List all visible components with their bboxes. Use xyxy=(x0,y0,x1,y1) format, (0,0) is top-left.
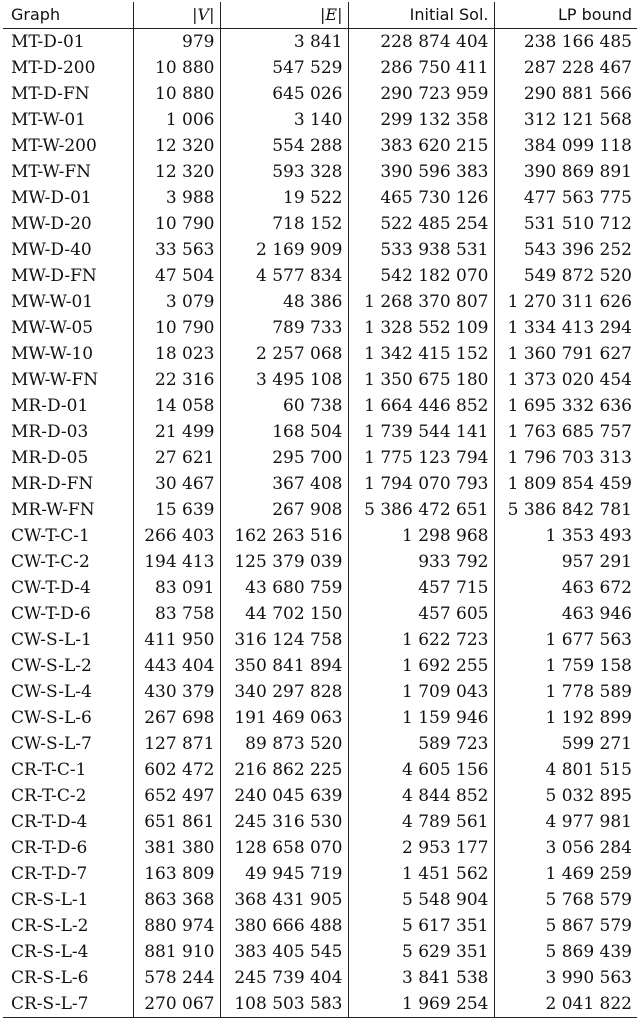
table-row xyxy=(3,757,637,783)
graph-name-cell: CR-S-L-6 xyxy=(3,965,133,991)
initial-solution-cell: 522 485 254 xyxy=(348,211,494,237)
table-row xyxy=(3,835,637,861)
edge-count-cell: 49 945 719 xyxy=(220,861,348,887)
lp-bound-cell: 543 396 252 xyxy=(523,240,632,260)
table-row xyxy=(3,679,637,705)
table-row xyxy=(3,939,637,965)
vertex-count-cell: 15 639 xyxy=(133,497,220,523)
initial-solution-cell: 4 789 561 xyxy=(348,809,494,835)
graph-name-cell: MR-D-05 xyxy=(3,445,133,471)
table-row xyxy=(3,211,637,237)
graph-name-cell: CW-S-L-4 xyxy=(3,679,133,705)
vertex-count-cell: 3 988 xyxy=(133,185,220,211)
table-row xyxy=(3,809,637,835)
initial-solution-cell: 1 709 043 xyxy=(348,679,494,705)
table-body xyxy=(3,29,637,1018)
lp-bound-cell: 1 373 020 454 xyxy=(507,370,632,390)
lp-bound-cell: 3 056 284 xyxy=(545,838,632,858)
table-row xyxy=(3,471,637,497)
vertex-count-cell: 163 809 xyxy=(133,861,220,887)
table-row xyxy=(3,159,637,185)
initial-solution-cell: 4 605 156 xyxy=(348,757,494,783)
header-initial-solution: Initial Sol. xyxy=(348,2,494,29)
table-row xyxy=(3,107,637,133)
table-row xyxy=(3,965,637,991)
initial-solution-cell: 457 605 xyxy=(348,601,494,627)
vertex-count-cell: 578 244 xyxy=(133,965,220,991)
table-row xyxy=(3,55,637,81)
initial-solution-cell: 1 268 370 807 xyxy=(348,289,494,315)
edge-count-cell: 245 316 530 xyxy=(220,809,348,835)
vertex-count-cell: 21 499 xyxy=(133,419,220,445)
lp-bound-cell: 3 990 563 xyxy=(545,968,632,988)
initial-solution-cell: 589 723 xyxy=(348,731,494,757)
edge-count-cell: 3 140 xyxy=(220,107,348,133)
graph-name-cell: MT-D-01 xyxy=(3,29,133,56)
lp-bound-cell: 463 672 xyxy=(561,578,632,598)
initial-solution-cell: 299 132 358 xyxy=(348,107,494,133)
lp-bound-cell: 957 291 xyxy=(561,552,632,572)
table-row xyxy=(3,445,637,471)
table-header xyxy=(3,2,637,29)
lp-bound-cell: 1 677 563 xyxy=(545,630,632,650)
graph-name-cell: CR-T-C-2 xyxy=(3,783,133,809)
table-row xyxy=(3,185,637,211)
header-edge-count: |E| xyxy=(220,2,348,29)
lp-bound-cell: 1 334 413 294 xyxy=(507,318,632,338)
edge-count-cell: 295 700 xyxy=(220,445,348,471)
lp-bound-cell: 1 778 589 xyxy=(545,682,632,702)
initial-solution-cell: 390 596 383 xyxy=(348,159,494,185)
lp-bound-cell: 1 759 158 xyxy=(545,656,632,676)
lp-bound-cell: 463 946 xyxy=(561,604,632,624)
table-row xyxy=(3,627,637,653)
lp-bound-cell: 599 271 xyxy=(561,734,632,754)
initial-solution-cell: 1 739 544 141 xyxy=(348,419,494,445)
graph-name-cell: CW-S-L-7 xyxy=(3,731,133,757)
lp-bound-cell: 290 881 566 xyxy=(523,84,632,104)
edge-count-cell: 60 738 xyxy=(220,393,348,419)
lp-bound-cell: 531 510 712 xyxy=(523,214,632,234)
edge-count-cell: 718 152 xyxy=(220,211,348,237)
graph-name-cell: MT-W-FN xyxy=(3,159,133,185)
table-row xyxy=(3,341,637,367)
table-row xyxy=(3,549,637,575)
initial-solution-cell: 290 723 959 xyxy=(348,81,494,107)
vertex-count-cell: 411 950 xyxy=(133,627,220,653)
graph-name-cell: CW-S-L-2 xyxy=(3,653,133,679)
lp-bound-cell: 1 353 493 xyxy=(545,526,632,546)
table-row xyxy=(3,783,637,809)
graph-name-cell: MW-D-FN xyxy=(3,263,133,289)
initial-solution-cell: 542 182 070 xyxy=(348,263,494,289)
vertex-count-cell: 267 698 xyxy=(133,705,220,731)
initial-solution-cell: 5 386 472 651 xyxy=(348,497,494,523)
edge-count-cell: 191 469 063 xyxy=(220,705,348,731)
table-row xyxy=(3,653,637,679)
initial-solution-cell: 5 548 904 xyxy=(348,887,494,913)
vertex-count-cell: 880 974 xyxy=(133,913,220,939)
vertex-count-cell: 10 880 xyxy=(133,55,220,81)
vertex-count-cell: 266 403 xyxy=(133,523,220,549)
table-row xyxy=(3,29,637,56)
initial-solution-cell: 383 620 215 xyxy=(348,133,494,159)
table-row xyxy=(3,731,637,757)
header-vertex-count: |V| xyxy=(133,2,220,29)
lp-bound-cell: 1 270 311 626 xyxy=(507,292,632,312)
edge-count-cell: 3 495 108 xyxy=(220,367,348,393)
vertex-count-cell: 12 320 xyxy=(133,133,220,159)
edge-count-cell: 108 503 583 xyxy=(220,991,348,1018)
vertex-count-cell: 47 504 xyxy=(133,263,220,289)
initial-solution-cell: 286 750 411 xyxy=(348,55,494,81)
table-row xyxy=(3,705,637,731)
vertex-count-cell: 194 413 xyxy=(133,549,220,575)
vertex-count-cell: 10 790 xyxy=(133,315,220,341)
edge-count-cell: 547 529 xyxy=(220,55,348,81)
vertex-count-cell: 12 320 xyxy=(133,159,220,185)
graph-name-cell: CR-S-L-4 xyxy=(3,939,133,965)
graph-name-cell: CW-T-D-6 xyxy=(3,601,133,627)
vertex-count-cell: 83 758 xyxy=(133,601,220,627)
table-row xyxy=(3,133,637,159)
lp-bound-cell: 5 867 579 xyxy=(545,916,632,936)
graph-name-cell: MT-D-FN xyxy=(3,81,133,107)
initial-solution-cell: 1 159 946 xyxy=(348,705,494,731)
lp-bound-cell: 238 166 485 xyxy=(523,32,632,52)
lp-bound-cell: 1 360 791 627 xyxy=(507,344,632,364)
initial-solution-cell: 1 794 070 793 xyxy=(348,471,494,497)
vertex-count-cell: 18 023 xyxy=(133,341,220,367)
vertex-count-cell: 27 621 xyxy=(133,445,220,471)
edge-count-cell: 125 379 039 xyxy=(220,549,348,575)
edge-count-cell: 383 405 545 xyxy=(220,939,348,965)
edge-count-cell: 168 504 xyxy=(220,419,348,445)
initial-solution-cell: 3 841 538 xyxy=(348,965,494,991)
table-row xyxy=(3,913,637,939)
graph-name-cell: MR-D-01 xyxy=(3,393,133,419)
initial-solution-cell: 228 874 404 xyxy=(348,29,494,56)
lp-bound-cell: 1 192 899 xyxy=(545,708,632,728)
vertex-count-cell: 10 790 xyxy=(133,211,220,237)
table-row xyxy=(3,887,637,913)
initial-solution-cell: 1 328 552 109 xyxy=(348,315,494,341)
lp-bound-cell: 1 763 685 757 xyxy=(507,422,632,442)
initial-solution-cell: 1 969 254 xyxy=(348,991,494,1018)
lp-bound-cell: 1 695 332 636 xyxy=(507,396,632,416)
edge-count-cell: 44 702 150 xyxy=(220,601,348,627)
table-row xyxy=(3,497,637,523)
results-table xyxy=(3,2,637,1018)
edge-count-cell: 43 680 759 xyxy=(220,575,348,601)
initial-solution-cell: 4 844 852 xyxy=(348,783,494,809)
edge-count-cell: 316 124 758 xyxy=(220,627,348,653)
lp-bound-cell: 4 977 981 xyxy=(545,812,632,832)
initial-solution-cell: 933 792 xyxy=(348,549,494,575)
edge-count-cell: 128 658 070 xyxy=(220,835,348,861)
edge-count-cell: 19 522 xyxy=(220,185,348,211)
vertex-count-cell: 33 563 xyxy=(133,237,220,263)
vertex-count-cell: 10 880 xyxy=(133,81,220,107)
graph-name-cell: MW-D-40 xyxy=(3,237,133,263)
header-graph: Graph xyxy=(3,2,133,29)
edge-count-cell: 645 026 xyxy=(220,81,348,107)
table-row xyxy=(3,991,637,1018)
lp-bound-cell: 4 801 515 xyxy=(545,760,632,780)
lp-bound-cell: 1 809 854 459 xyxy=(507,474,632,494)
edge-count-cell: 368 431 905 xyxy=(220,887,348,913)
initial-solution-cell: 465 730 126 xyxy=(348,185,494,211)
lp-bound-cell: 5 386 842 781 xyxy=(507,500,632,520)
vertex-count-cell: 863 368 xyxy=(133,887,220,913)
table-row xyxy=(3,315,637,341)
lp-bound-cell: 384 099 118 xyxy=(523,136,632,156)
vertex-count-cell: 652 497 xyxy=(133,783,220,809)
edge-count-cell: 593 328 xyxy=(220,159,348,185)
vertex-count-cell: 651 861 xyxy=(133,809,220,835)
lp-bound-cell: 5 768 579 xyxy=(545,890,632,910)
vertex-count-cell: 443 404 xyxy=(133,653,220,679)
graph-name-cell: CR-S-L-7 xyxy=(3,991,133,1018)
edge-count-cell: 380 666 488 xyxy=(220,913,348,939)
vertex-count-cell: 979 xyxy=(133,29,220,56)
graph-name-cell: CR-T-D-6 xyxy=(3,835,133,861)
lp-bound-cell: 312 121 568 xyxy=(523,110,632,130)
edge-count-cell: 789 733 xyxy=(220,315,348,341)
edge-count-cell: 3 841 xyxy=(220,29,348,56)
table-row xyxy=(3,237,637,263)
initial-solution-cell: 1 342 415 152 xyxy=(348,341,494,367)
initial-solution-cell: 1 692 255 xyxy=(348,653,494,679)
edge-count-cell: 48 386 xyxy=(220,289,348,315)
vertex-count-cell: 3 079 xyxy=(133,289,220,315)
edge-count-cell: 267 908 xyxy=(220,497,348,523)
graph-name-cell: MW-D-20 xyxy=(3,211,133,237)
graph-name-cell: MW-D-01 xyxy=(3,185,133,211)
edge-count-cell: 2 169 909 xyxy=(220,237,348,263)
graph-name-cell: CW-S-L-6 xyxy=(3,705,133,731)
initial-solution-cell: 1 451 562 xyxy=(348,861,494,887)
graph-name-cell: CR-S-L-2 xyxy=(3,913,133,939)
graph-name-cell: MR-W-FN xyxy=(3,497,133,523)
initial-solution-cell: 457 715 xyxy=(348,575,494,601)
vertex-count-cell: 30 467 xyxy=(133,471,220,497)
graph-name-cell: MW-W-FN xyxy=(3,367,133,393)
initial-solution-cell: 1 298 968 xyxy=(348,523,494,549)
graph-name-cell: MT-W-200 xyxy=(3,133,133,159)
edge-count-cell: 162 263 516 xyxy=(220,523,348,549)
header-row xyxy=(3,2,637,29)
lp-bound-cell: 5 869 439 xyxy=(545,942,632,962)
edge-count-cell: 89 873 520 xyxy=(220,731,348,757)
initial-solution-cell: 533 938 531 xyxy=(348,237,494,263)
graph-name-cell: CR-T-D-7 xyxy=(3,861,133,887)
graph-name-cell: CR-T-D-4 xyxy=(3,809,133,835)
graph-name-cell: MW-W-01 xyxy=(3,289,133,315)
initial-solution-cell: 1 775 123 794 xyxy=(348,445,494,471)
edge-count-cell: 367 408 xyxy=(220,471,348,497)
edge-count-cell: 216 862 225 xyxy=(220,757,348,783)
table-row xyxy=(3,523,637,549)
table-row xyxy=(3,393,637,419)
lp-bound-cell: 5 032 895 xyxy=(545,786,632,806)
table-row xyxy=(3,263,637,289)
edge-count-cell: 4 577 834 xyxy=(220,263,348,289)
graph-name-cell: CW-T-C-2 xyxy=(3,549,133,575)
graph-name-cell: CW-S-L-1 xyxy=(3,627,133,653)
initial-solution-cell: 1 664 446 852 xyxy=(348,393,494,419)
vertex-count-cell: 22 316 xyxy=(133,367,220,393)
vertex-count-cell: 881 910 xyxy=(133,939,220,965)
lp-bound-cell: 2 041 822 xyxy=(494,991,637,1018)
graph-name-cell: CR-S-L-1 xyxy=(3,887,133,913)
table-row xyxy=(3,601,637,627)
table-row xyxy=(3,861,637,887)
graph-name-cell: MT-W-01 xyxy=(3,107,133,133)
graph-name-cell: CW-T-D-4 xyxy=(3,575,133,601)
edge-count-cell: 350 841 894 xyxy=(220,653,348,679)
graph-name-cell: MR-D-FN xyxy=(3,471,133,497)
lp-bound-cell: 1 796 703 313 xyxy=(507,448,632,468)
vertex-count-cell: 430 379 xyxy=(133,679,220,705)
lp-bound-cell: 477 563 775 xyxy=(523,188,632,208)
vertex-count-cell: 14 058 xyxy=(133,393,220,419)
table-row xyxy=(3,575,637,601)
vertex-count-cell: 381 380 xyxy=(133,835,220,861)
lp-bound-cell: 390 869 891 xyxy=(523,162,632,182)
initial-solution-cell: 1 622 723 xyxy=(348,627,494,653)
vertex-count-cell: 127 871 xyxy=(133,731,220,757)
edge-count-cell: 240 045 639 xyxy=(220,783,348,809)
edge-count-cell: 340 297 828 xyxy=(220,679,348,705)
vertex-count-cell: 602 472 xyxy=(133,757,220,783)
table-row xyxy=(3,367,637,393)
graph-name-cell: MW-W-05 xyxy=(3,315,133,341)
edge-count-cell: 554 288 xyxy=(220,133,348,159)
graph-name-cell: CR-T-C-1 xyxy=(3,757,133,783)
table-row xyxy=(3,419,637,445)
initial-solution-cell: 2 953 177 xyxy=(348,835,494,861)
initial-solution-cell: 5 629 351 xyxy=(348,939,494,965)
table-row xyxy=(3,81,637,107)
lp-bound-cell: 287 228 467 xyxy=(523,58,632,78)
edge-count-cell: 2 257 068 xyxy=(220,341,348,367)
edge-count-cell: 245 739 404 xyxy=(220,965,348,991)
graph-name-cell: CW-T-C-1 xyxy=(3,523,133,549)
graph-name-cell: MR-D-03 xyxy=(3,419,133,445)
header-lp-bound: LP bound xyxy=(494,2,637,29)
vertex-count-cell: 270 067 xyxy=(133,991,220,1018)
initial-solution-cell: 5 617 351 xyxy=(348,913,494,939)
graph-name-cell: MT-D-200 xyxy=(3,55,133,81)
vertex-count-cell: 83 091 xyxy=(133,575,220,601)
vertex-count-cell: 1 006 xyxy=(133,107,220,133)
lp-bound-cell: 1 469 259 xyxy=(545,864,632,884)
graph-name-cell: MW-W-10 xyxy=(3,341,133,367)
lp-bound-cell: 549 872 520 xyxy=(523,266,632,286)
table-row xyxy=(3,289,637,315)
initial-solution-cell: 1 350 675 180 xyxy=(348,367,494,393)
